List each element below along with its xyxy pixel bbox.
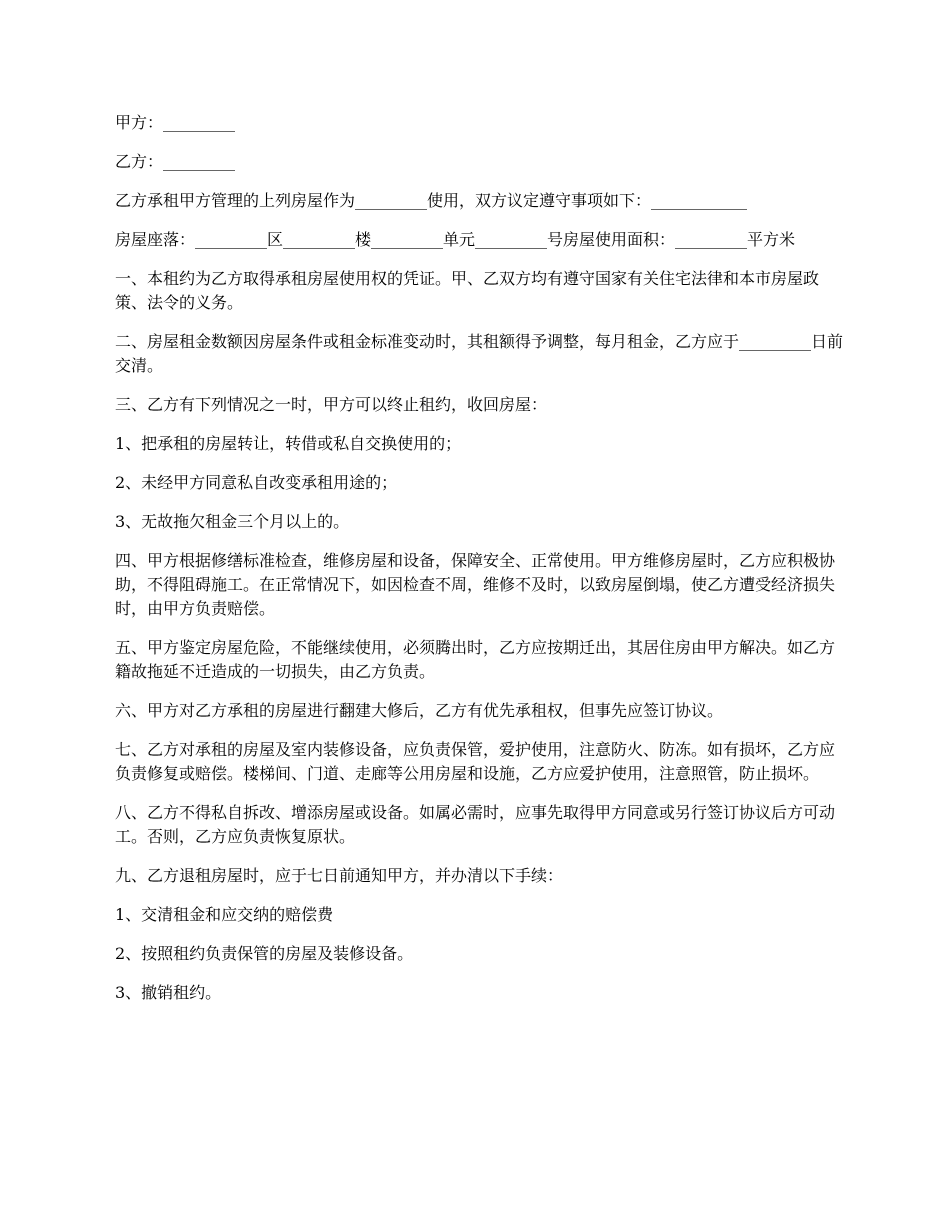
clause-5: 五、甲方鉴定房屋危险，不能继续使用，必须腾出时，乙方应按期迁出，其居住房由甲方解决。如乙方籍故拖延不迁造成的一切损失，由乙方负责。: [115, 638, 836, 681]
clause-7: 七、乙方对承租的房屋及室内装修设备，应负责保管，爱护使用，注意防火、防冻。如有损坏，乙方应负责修复或赔偿。楼梯间、门道、走廊等公用房屋和设施，乙方应爱护使用，注意照管，防止损坏。: [115, 740, 836, 783]
clause-6: 六、甲方对乙方承租的房屋进行翻建大修后，乙方有优先承租权，但事先应签订协议。: [115, 701, 724, 720]
usage-purpose-paragraph: 乙方承租甲方管理的上列房屋作为_________使用，双方议定遵守事项如下：____________: [115, 191, 748, 210]
property-location-paragraph: 房屋座落：_________区_________楼_________单元_________号房屋使用面积：_________平方米: [115, 230, 796, 249]
party-b-line: 乙方：_________: [115, 152, 236, 171]
clause-9-item-2: 2、按照租约负责保管的房屋及装修设备。: [115, 944, 414, 963]
clause-9-item-3: 3、撤销租约。: [115, 983, 222, 1002]
document-body: [115, 111, 843, 1020]
clause-2: 二、房屋租金数额因房屋条件或租金标准变动时，其租额得予调整，每月租金，乙方应于_________日前交清。: [115, 332, 844, 375]
clause-4: 四、甲方根据修缮标准检查，维修房屋和设备，保障安全、正常使用。甲方维修房屋时，乙方应积极协助，不得阻碍施工。在正常情况下，如因检查不周，维修不及时，以致房屋倒塌，使乙方遭受经济损失时，由甲方负责赔偿。: [115, 551, 836, 618]
clause-9-item-1: 1、交清租金和应交纳的赔偿费: [115, 905, 334, 924]
clause-3-item-2: 2、未经甲方同意私自改变承租用途的；: [115, 473, 398, 492]
clause-3: 三、乙方有下列情况之一时，甲方可以终止租约，收回房屋：: [115, 395, 548, 414]
clause-3-item-3: 3、无故拖欠租金三个月以上的。: [115, 512, 350, 531]
party-a-line: 甲方：_________: [115, 113, 236, 132]
clause-1: 一、本租约为乙方取得承租房屋使用权的凭证。甲、乙双方均有遵守国家有关住宅法律和本市房屋政策、法令的义务。: [115, 269, 820, 312]
clause-3-item-1: 1、把承租的房屋转让，转借或私自交换使用的；: [115, 434, 462, 453]
clause-8: 八、乙方不得私自拆改、增添房屋或设备。如属必需时，应事先取得甲方同意或另行签订协议后方可动工。否则，乙方应负责恢复原状。: [115, 803, 836, 846]
clause-9: 九、乙方退租房屋时，应于七日前通知甲方，并办清以下手续：: [115, 866, 564, 885]
